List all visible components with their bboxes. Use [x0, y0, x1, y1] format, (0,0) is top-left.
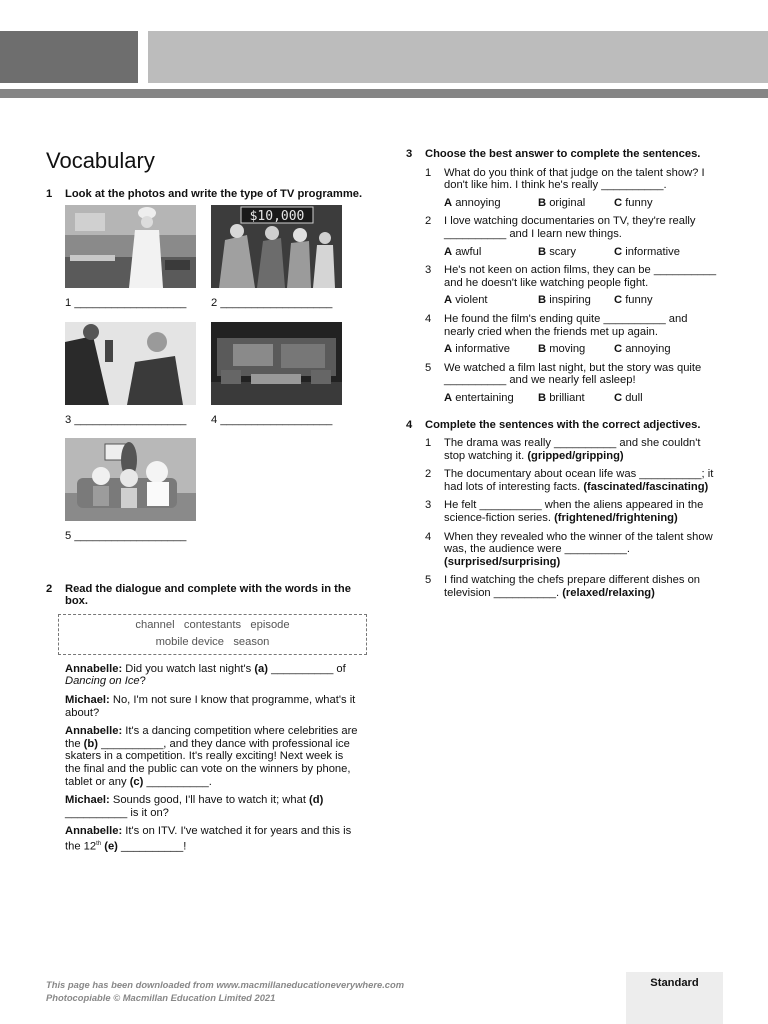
gap-label: (a): [254, 662, 268, 675]
exercise-4-number: 4: [406, 418, 413, 431]
left-column: [46, 188, 364, 859]
option-c: [614, 246, 680, 259]
ordinal-suffix: th: [96, 840, 102, 847]
question-item: [425, 264, 718, 307]
option-a: [444, 294, 538, 307]
question-item: [425, 468, 718, 493]
option-word: moving: [549, 343, 586, 356]
dialogue-line: [65, 663, 361, 688]
photo-5-answer-line: 5 __________________: [65, 529, 187, 542]
photo-tv-studio: [211, 322, 342, 405]
word-box-line-2: mobile device season: [155, 635, 270, 648]
footer-download-note: This page has been downloaded from www.macmillaneducationeverywhere.com: [46, 979, 405, 990]
question-text: I love watching documentaries on TV, they're really __________ and I learn new things.: [444, 215, 696, 240]
option-b: [538, 246, 614, 259]
option-letter: A: [444, 294, 453, 307]
question-number: 4: [425, 312, 432, 325]
option-word: dull: [625, 391, 643, 404]
option-c: [614, 392, 643, 405]
option-letter: C: [614, 294, 623, 307]
option-word: awful: [455, 245, 482, 258]
option-letter: C: [614, 196, 623, 209]
option-letter: A: [444, 391, 453, 404]
dialogue-text: Sounds good, I'll have to watch it; what: [109, 794, 310, 807]
speaker-name: Michael:: [65, 794, 110, 807]
photo-game-show: [211, 205, 342, 288]
option-word: annoying: [455, 196, 501, 209]
question-item: [425, 215, 718, 258]
question-item: [425, 499, 718, 524]
option-word: informative: [625, 245, 680, 258]
exercise-2-number: 2: [46, 582, 53, 595]
option-word: funny: [625, 294, 653, 307]
option-a: [444, 392, 538, 405]
option-letter: C: [614, 245, 623, 258]
exercise-1-number: 1: [46, 188, 53, 200]
question-text: He felt __________ when the aliens appeared in the science-fiction series.: [444, 499, 704, 525]
photo-3-answer-line: 3 __________________: [65, 413, 187, 426]
option-c: [614, 197, 653, 210]
question-text: When they revealed who the winner of the talent show was, the audience were __________.: [444, 530, 713, 556]
photo-1-answer-line: 1 __________________: [65, 296, 187, 309]
question-text: The drama was really __________ and she couldn't stop watching it.: [444, 437, 701, 462]
speaker-name: Annabelle:: [65, 825, 123, 838]
gap-label: (b): [83, 737, 98, 750]
option-word: funny: [625, 196, 653, 209]
adjective-choices: (gripped/gripping): [527, 449, 624, 462]
question-number: 1: [425, 437, 432, 450]
dialogue-line: [65, 725, 361, 788]
photo-grid: [65, 205, 364, 565]
question-number: 3: [425, 264, 432, 277]
right-column: [406, 148, 718, 600]
prize-sign-text: $10,000: [249, 208, 305, 224]
dialogue-line: [65, 694, 361, 719]
speaker-name: Annabelle:: [65, 662, 123, 675]
question-text: I find watching the chefs prepare different dishes on television __________.: [444, 574, 701, 600]
question-item: [425, 167, 718, 210]
dialogue-text: __________, and they dance with professional ice skaters in a competition. It's really exciting! Next week is the final and the public can vote on the winners by phone, tablet or any: [65, 737, 351, 788]
dialogue-text: ?: [139, 675, 146, 688]
exercise-3-heading: [406, 148, 718, 161]
gap-label: (c): [129, 775, 144, 788]
option-word: entertaining: [455, 391, 514, 404]
option-word: informative: [455, 343, 510, 356]
option-c: [614, 343, 671, 356]
adjective-choices: (surprised/surprising): [444, 555, 561, 568]
gap-label: (e): [101, 840, 118, 853]
exercise-3-number: 3: [406, 148, 413, 160]
answer-options: [444, 246, 718, 259]
exercise-4-heading: [406, 419, 718, 432]
question-item: [425, 313, 718, 356]
option-letter: A: [444, 343, 453, 356]
header-rule: [0, 89, 768, 98]
option-letter: C: [614, 391, 623, 404]
option-word: violent: [455, 294, 488, 307]
dialogue-text: Did you watch last night's: [122, 662, 255, 675]
exercise-1-instruction: Look at the photos and write the type of TV programme.: [65, 188, 363, 200]
page-title: Vocabulary: [46, 148, 155, 173]
dialogue-text: It's on ITV. I've watched it for years and this is the 12: [65, 825, 352, 853]
option-letter: B: [538, 294, 547, 307]
question-number: 3: [425, 499, 432, 512]
question-item: [425, 531, 718, 569]
option-b: [538, 392, 614, 405]
adjective-choices: (frightened/frightening): [554, 512, 678, 525]
question-number: 5: [425, 361, 432, 374]
option-word: annoying: [625, 343, 671, 356]
option-a: [444, 246, 538, 259]
header-light-block: [148, 31, 768, 83]
option-c: [614, 294, 653, 307]
question-text: We watched a film last night, but the story was quite __________ and we nearly fell asleep!: [444, 361, 702, 387]
answer-options: [444, 294, 718, 307]
question-text: He found the film's ending quite __________ and nearly cried when the friends met up again.: [444, 312, 688, 338]
option-word: inspiring: [549, 294, 591, 307]
option-letter: B: [538, 196, 547, 209]
show-title: Dancing on Ice: [65, 675, 140, 688]
option-letter: A: [444, 196, 453, 209]
option-letter: A: [444, 245, 453, 258]
adjective-choices: (fascinated/fascinating): [583, 480, 709, 493]
dialogue-line: [65, 825, 361, 853]
option-letter: B: [538, 245, 547, 258]
option-letter: B: [538, 391, 547, 404]
question-number: 2: [425, 468, 432, 481]
question-text: What do you think of that judge on the talent show? I don't like him. I think he's really __________.: [444, 166, 705, 192]
option-b: [538, 343, 614, 356]
question-number: 2: [425, 215, 432, 228]
footer: [46, 978, 404, 1004]
exercise-4-instruction: Complete the sentences with the correct adjectives.: [425, 418, 701, 431]
header-dark-block: [0, 31, 138, 83]
word-box-line-1: channel contestants episode: [135, 618, 290, 631]
option-word: scary: [549, 245, 576, 258]
photo-4-answer-line: 4 __________________: [211, 413, 333, 426]
question-number: 1: [425, 166, 432, 179]
option-letter: C: [614, 343, 623, 356]
photo-cooking-show: [65, 205, 196, 288]
exercise-2-instruction: Read the dialogue and complete with the words in the box.: [65, 582, 351, 608]
exercise-1-heading: [46, 188, 364, 201]
answer-options: [444, 392, 718, 405]
answer-options: [444, 343, 718, 356]
option-word: original: [549, 196, 586, 209]
speaker-name: Michael:: [65, 693, 110, 706]
option-letter: B: [538, 343, 547, 356]
word-box: [58, 614, 367, 655]
photo-cartoon: [65, 438, 196, 521]
gap-label: (d): [309, 794, 324, 807]
question-item: [425, 574, 718, 599]
exercise-2-heading: [46, 583, 364, 608]
question-text: The documentary about ocean life was __________; it had lots of interesting facts.: [444, 468, 714, 493]
dialogue-line: [65, 794, 361, 819]
footer-copyright: Photocopiable © Macmillan Education Limited 2021: [46, 992, 276, 1003]
exercise-3-questions: [425, 167, 718, 405]
level-label: Standard: [650, 977, 699, 989]
option-word: brilliant: [549, 391, 585, 404]
answer-options: [444, 197, 718, 210]
photo-2-answer-line: 2 __________________: [211, 296, 333, 309]
dialogue-text: __________.: [143, 775, 212, 788]
photo-interview: [65, 322, 196, 405]
adjective-choices: (relaxed/relaxing): [562, 587, 655, 600]
option-a: [444, 197, 538, 210]
dialogue-text: __________!: [117, 840, 187, 853]
dialogue-text: __________ of: [268, 662, 346, 675]
option-b: [538, 294, 614, 307]
question-text: He's not keen on action films, they can be __________ and he doesn't like watching people fight.: [444, 264, 717, 289]
dialogue-text: No, I'm not sure I know that programme, what's it about?: [65, 693, 356, 719]
question-item: [425, 362, 718, 405]
level-badge: [626, 972, 723, 1024]
exercise-4-questions: [425, 437, 718, 600]
option-a: [444, 343, 538, 356]
exercise-3-instruction: Choose the best answer to complete the sentences.: [425, 148, 701, 160]
question-number: 4: [425, 530, 432, 543]
dialogue-text: __________ is it on?: [65, 806, 169, 819]
dialogue-text: It's a dancing competition where celebrities are the: [65, 725, 358, 750]
option-b: [538, 197, 614, 210]
dialogue: [65, 663, 361, 853]
question-number: 5: [425, 574, 432, 587]
question-item: [425, 437, 718, 462]
speaker-name: Annabelle:: [65, 725, 123, 738]
